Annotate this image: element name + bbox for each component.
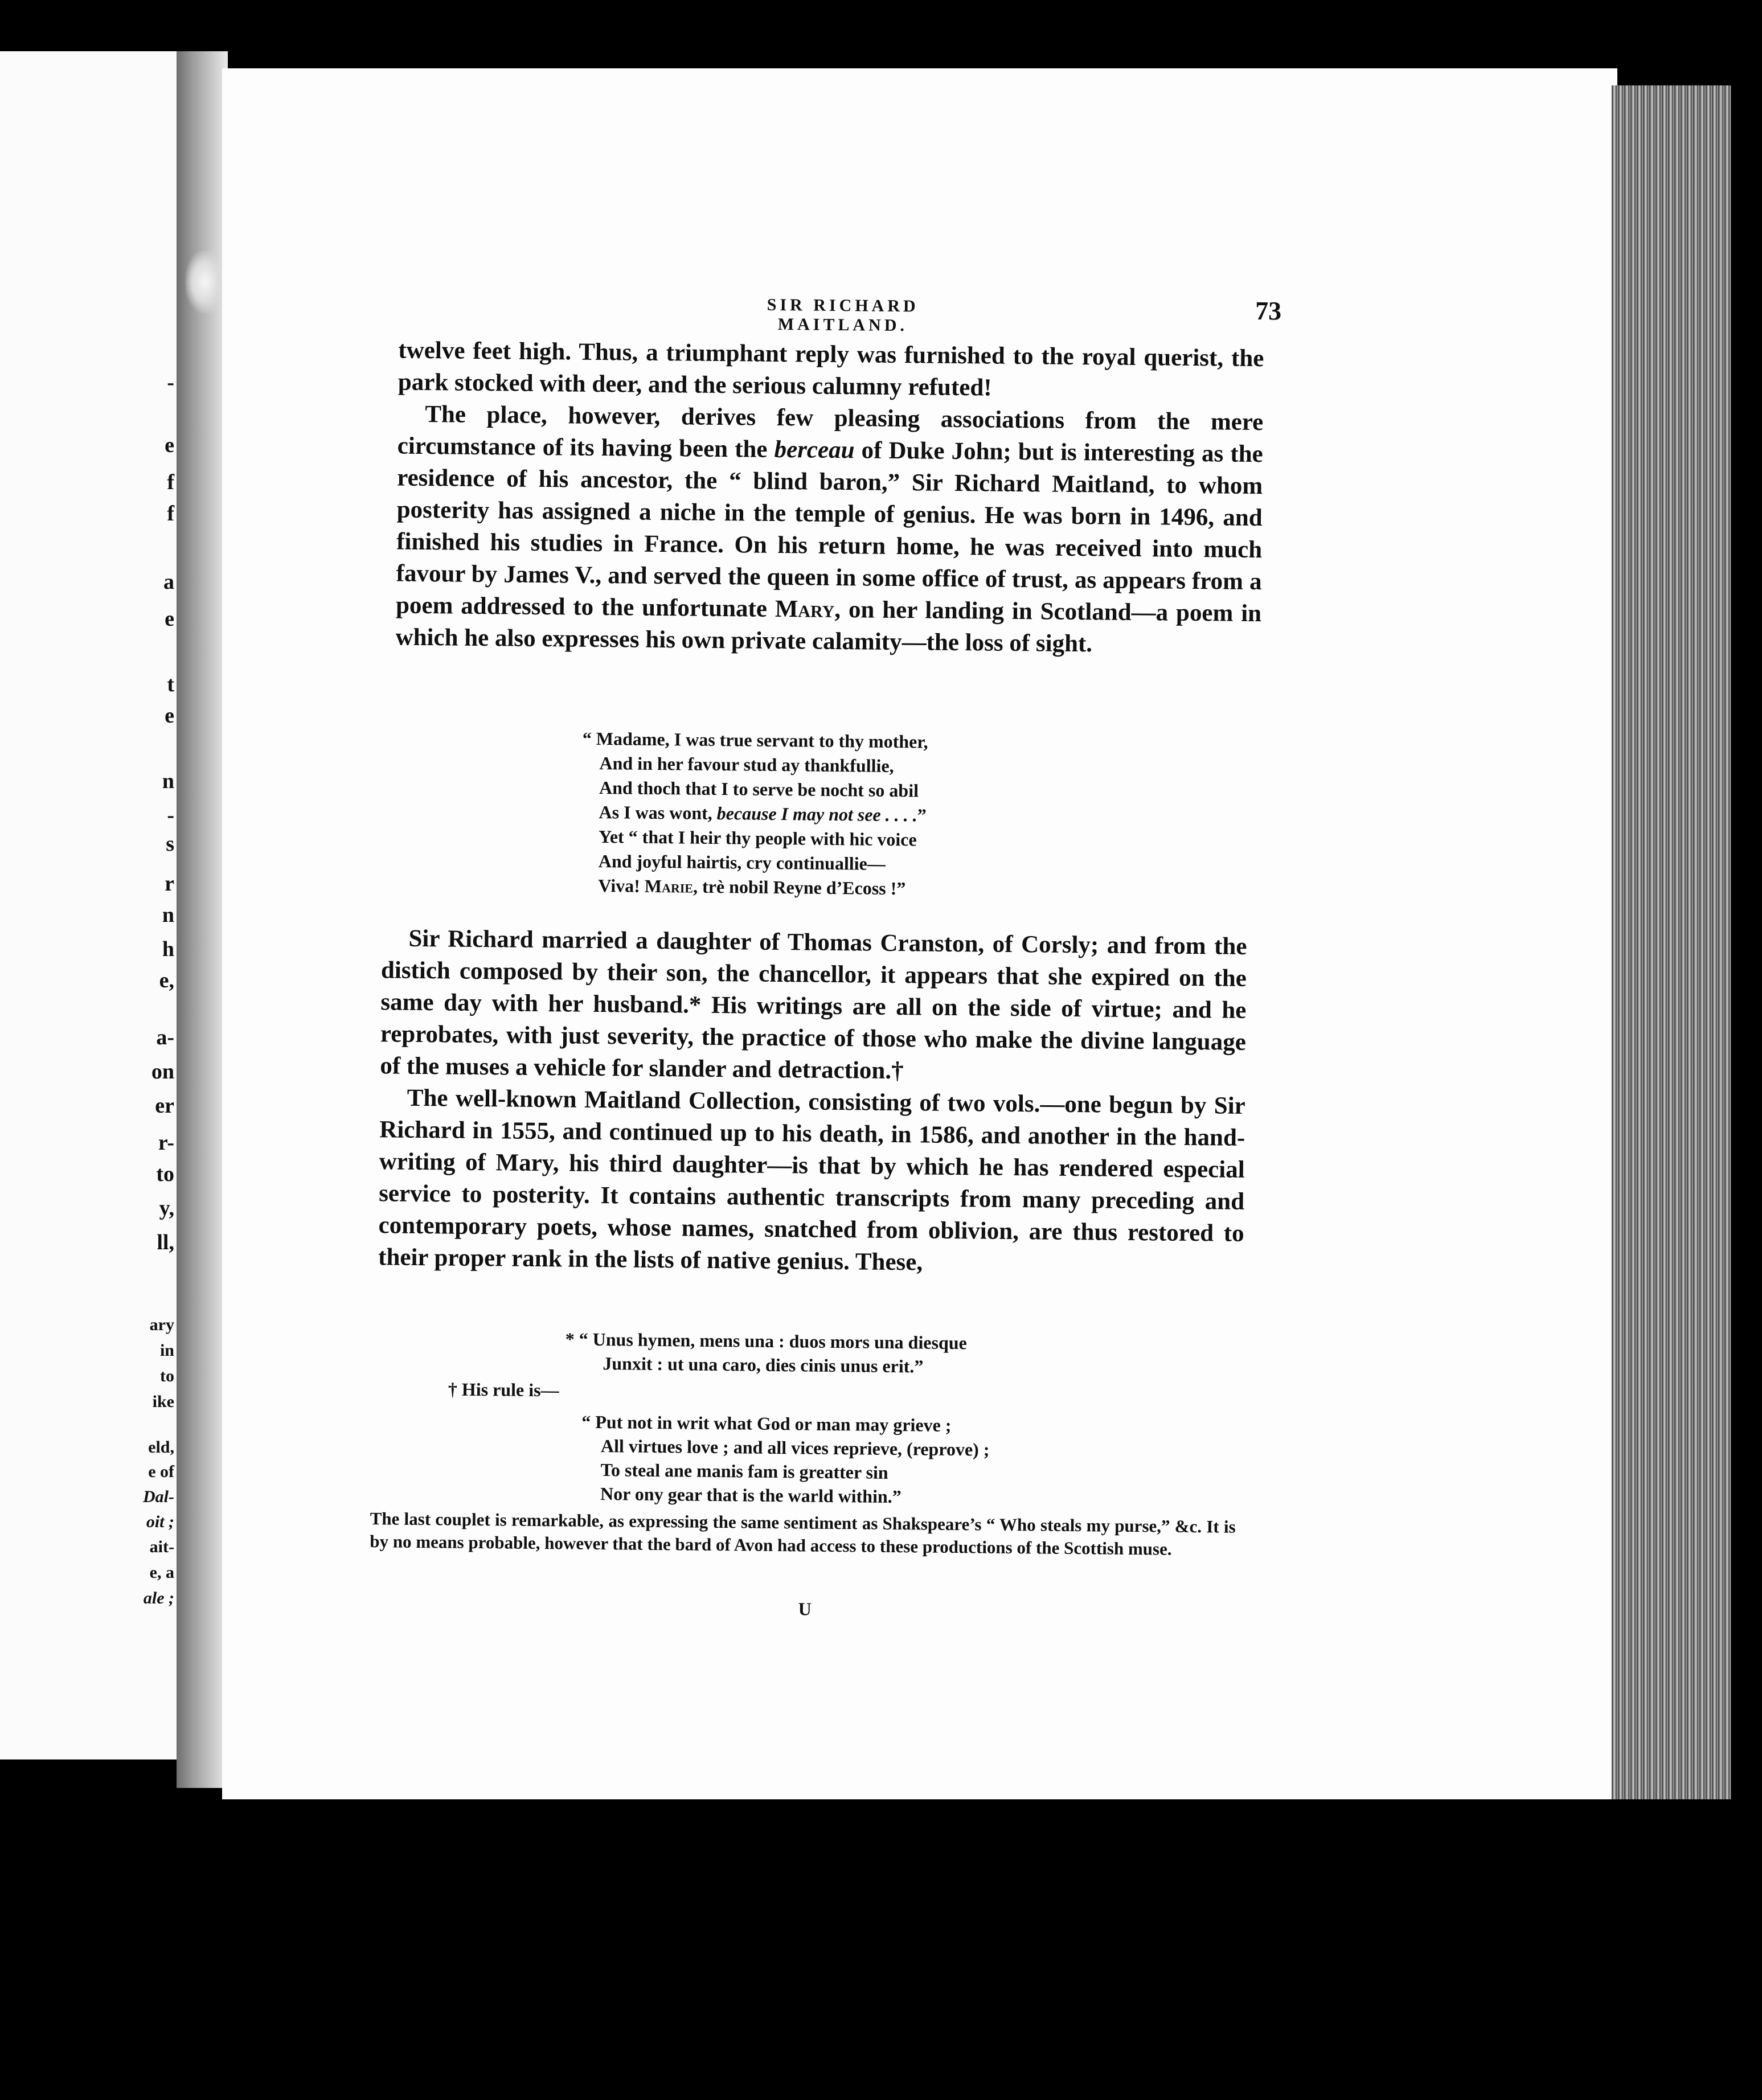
- poem-line: And thoch that I to serve be nocht so abil: [599, 777, 919, 801]
- footnote-line: All virtues love ; and all vices reprieve, (reprove) ;: [600, 1435, 990, 1460]
- footnote-line: * “ Unus hymen, mens una : duos mors una diesque: [565, 1328, 967, 1353]
- footnote-dagger-verse: [581, 1410, 990, 1510]
- left-page-fragment: t: [167, 672, 174, 696]
- poem-line: “ Madame, I was true servant to thy mother,: [582, 728, 928, 752]
- italic-term: berceau: [774, 436, 855, 464]
- poem-line: And in her favour stud ay thankfullie,: [599, 752, 894, 776]
- body-text-bottom: [378, 922, 1247, 1282]
- left-page-fragment: r: [165, 872, 174, 896]
- poem-line: And joyful hairtis, cry continuallie—: [598, 850, 886, 874]
- paragraph-place: The place, however, derives few pleasing associations from the mere circumstance of its having been the berceau of Duke John; but is interesting as the residence of his ancestor, the “ blind baron,” Sir Richard Maitland, to whom posterity has assigned a niche in the temple of genius. He was born in 1496, and finished his studies in France. On his return home, he was received into much favour by James V., and served the queen in some office of trust, as appears from a poem addressed to the unfortunate Mary, on her landing in Scotland—a poem in which he also expresses his own private calamity—the loss of sight.: [395, 401, 1264, 658]
- left-page-fragment: a: [163, 570, 174, 594]
- left-page-fragment: to: [156, 1162, 174, 1186]
- left-page-fragment: ale ;: [143, 1589, 174, 1607]
- left-page-fragment: ike: [152, 1392, 174, 1411]
- left-page-fragment: on: [151, 1060, 174, 1084]
- poem-quotation: [582, 727, 1112, 903]
- body-text-top: [395, 335, 1264, 662]
- poem-line: Viva! Marie, trè nobil Reyne d’Ecoss !”: [598, 875, 906, 899]
- left-page-fragment: ary: [149, 1315, 174, 1334]
- footnote-star: [565, 1327, 967, 1379]
- left-page-fragment: eld,: [148, 1438, 174, 1457]
- paragraph-continuation: twelve feet high. Thus, a triumphant reply was furnished to the royal querist, the park stocked with deer, and the serious calumny refuted!: [398, 337, 1264, 401]
- left-page-fragment: h: [162, 937, 174, 961]
- left-page-fragment: r-: [158, 1131, 174, 1155]
- left-page-fragment: Dal-: [143, 1487, 174, 1506]
- left-page-fragment: e,: [159, 969, 174, 992]
- left-page-fragment: y,: [159, 1196, 174, 1220]
- left-page-fragment: s: [166, 832, 174, 856]
- left-page-fragment: oit ;: [146, 1512, 174, 1531]
- left-page-fragment: e: [165, 607, 174, 631]
- left-page-fragment: ait-: [149, 1537, 174, 1556]
- footnote-line: Junxit : ut una caro, dies cinis unus erit.”: [603, 1353, 924, 1377]
- signature-mark: U: [798, 1598, 812, 1619]
- paragraph-marriage: Sir Richard married a daughter of Thomas Cranston, of Corsly; and from the distich composed by their son, the chancellor, it appears that she expired on the same day with her husband.* His writings are all on the side of virtue; and he reprobates, with just severity, the practice of those who make the divine language of the muses a vehicle for slander and detraction.†: [380, 925, 1247, 1085]
- left-page-fragment: n: [162, 769, 174, 793]
- poem-line: Yet “ that I heir thy people with hic voice: [599, 826, 917, 850]
- left-page-fragment: -: [167, 803, 174, 827]
- left-page-fragment: e of: [148, 1462, 174, 1481]
- left-page-fragment: f: [167, 502, 174, 526]
- footnote-remark: The last couplet is remarkable, as expressing the same sentiment as Shakspeare’s “ Who steals my purse,” &c. It is by no means probable, however that the bard of Avon had access to these productions of the Scottish muse.: [370, 1508, 1236, 1559]
- left-page-fragment: a-: [156, 1026, 174, 1049]
- left-page-fragment: e, a: [149, 1563, 174, 1582]
- footnote-line: Nor ony gear that is the warld within.”: [600, 1483, 902, 1507]
- left-page-fragment: f: [167, 470, 174, 494]
- page-number: 73: [1255, 296, 1282, 326]
- left-page-fragment: -: [167, 371, 174, 395]
- left-page-fragment: ll,: [157, 1231, 174, 1254]
- left-page-fragment: to: [160, 1367, 174, 1385]
- paragraph-collection: The well-known Maitland Collection, consisting of two vols.—one begun by Sir Richard in 1555, and continued up to his death, in 1586, and another in the hand-writing of Mary, his third daughter—is that by which he has rendered especial service to posterity. It contains authentic transcripts from many preceding and contemporary poets, whose names, snatched from oblivion, are thus restored to their proper rank in the lists of native genius. These,: [378, 1084, 1245, 1276]
- footnote-dagger-intro: [448, 1377, 559, 1402]
- footnote-line: “ Put not in writ what God or man may grieve ;: [581, 1411, 952, 1435]
- left-page-fragment: n: [162, 903, 174, 927]
- footnote-line: † His rule is—: [448, 1379, 559, 1401]
- running-head: SIR RICHARD MAITLAND.: [767, 295, 919, 335]
- left-page-fragment: e: [165, 433, 174, 457]
- name-mary: Mary: [775, 595, 835, 623]
- footnote-line: To steal ane manis fam is greatter sin: [600, 1459, 888, 1483]
- poem-line: As I was wont, because I may not see . . . .”: [599, 801, 927, 826]
- left-page-fragment: in: [159, 1341, 174, 1360]
- left-page-fragment: e: [165, 704, 174, 728]
- left-page-fragment: er: [155, 1094, 174, 1118]
